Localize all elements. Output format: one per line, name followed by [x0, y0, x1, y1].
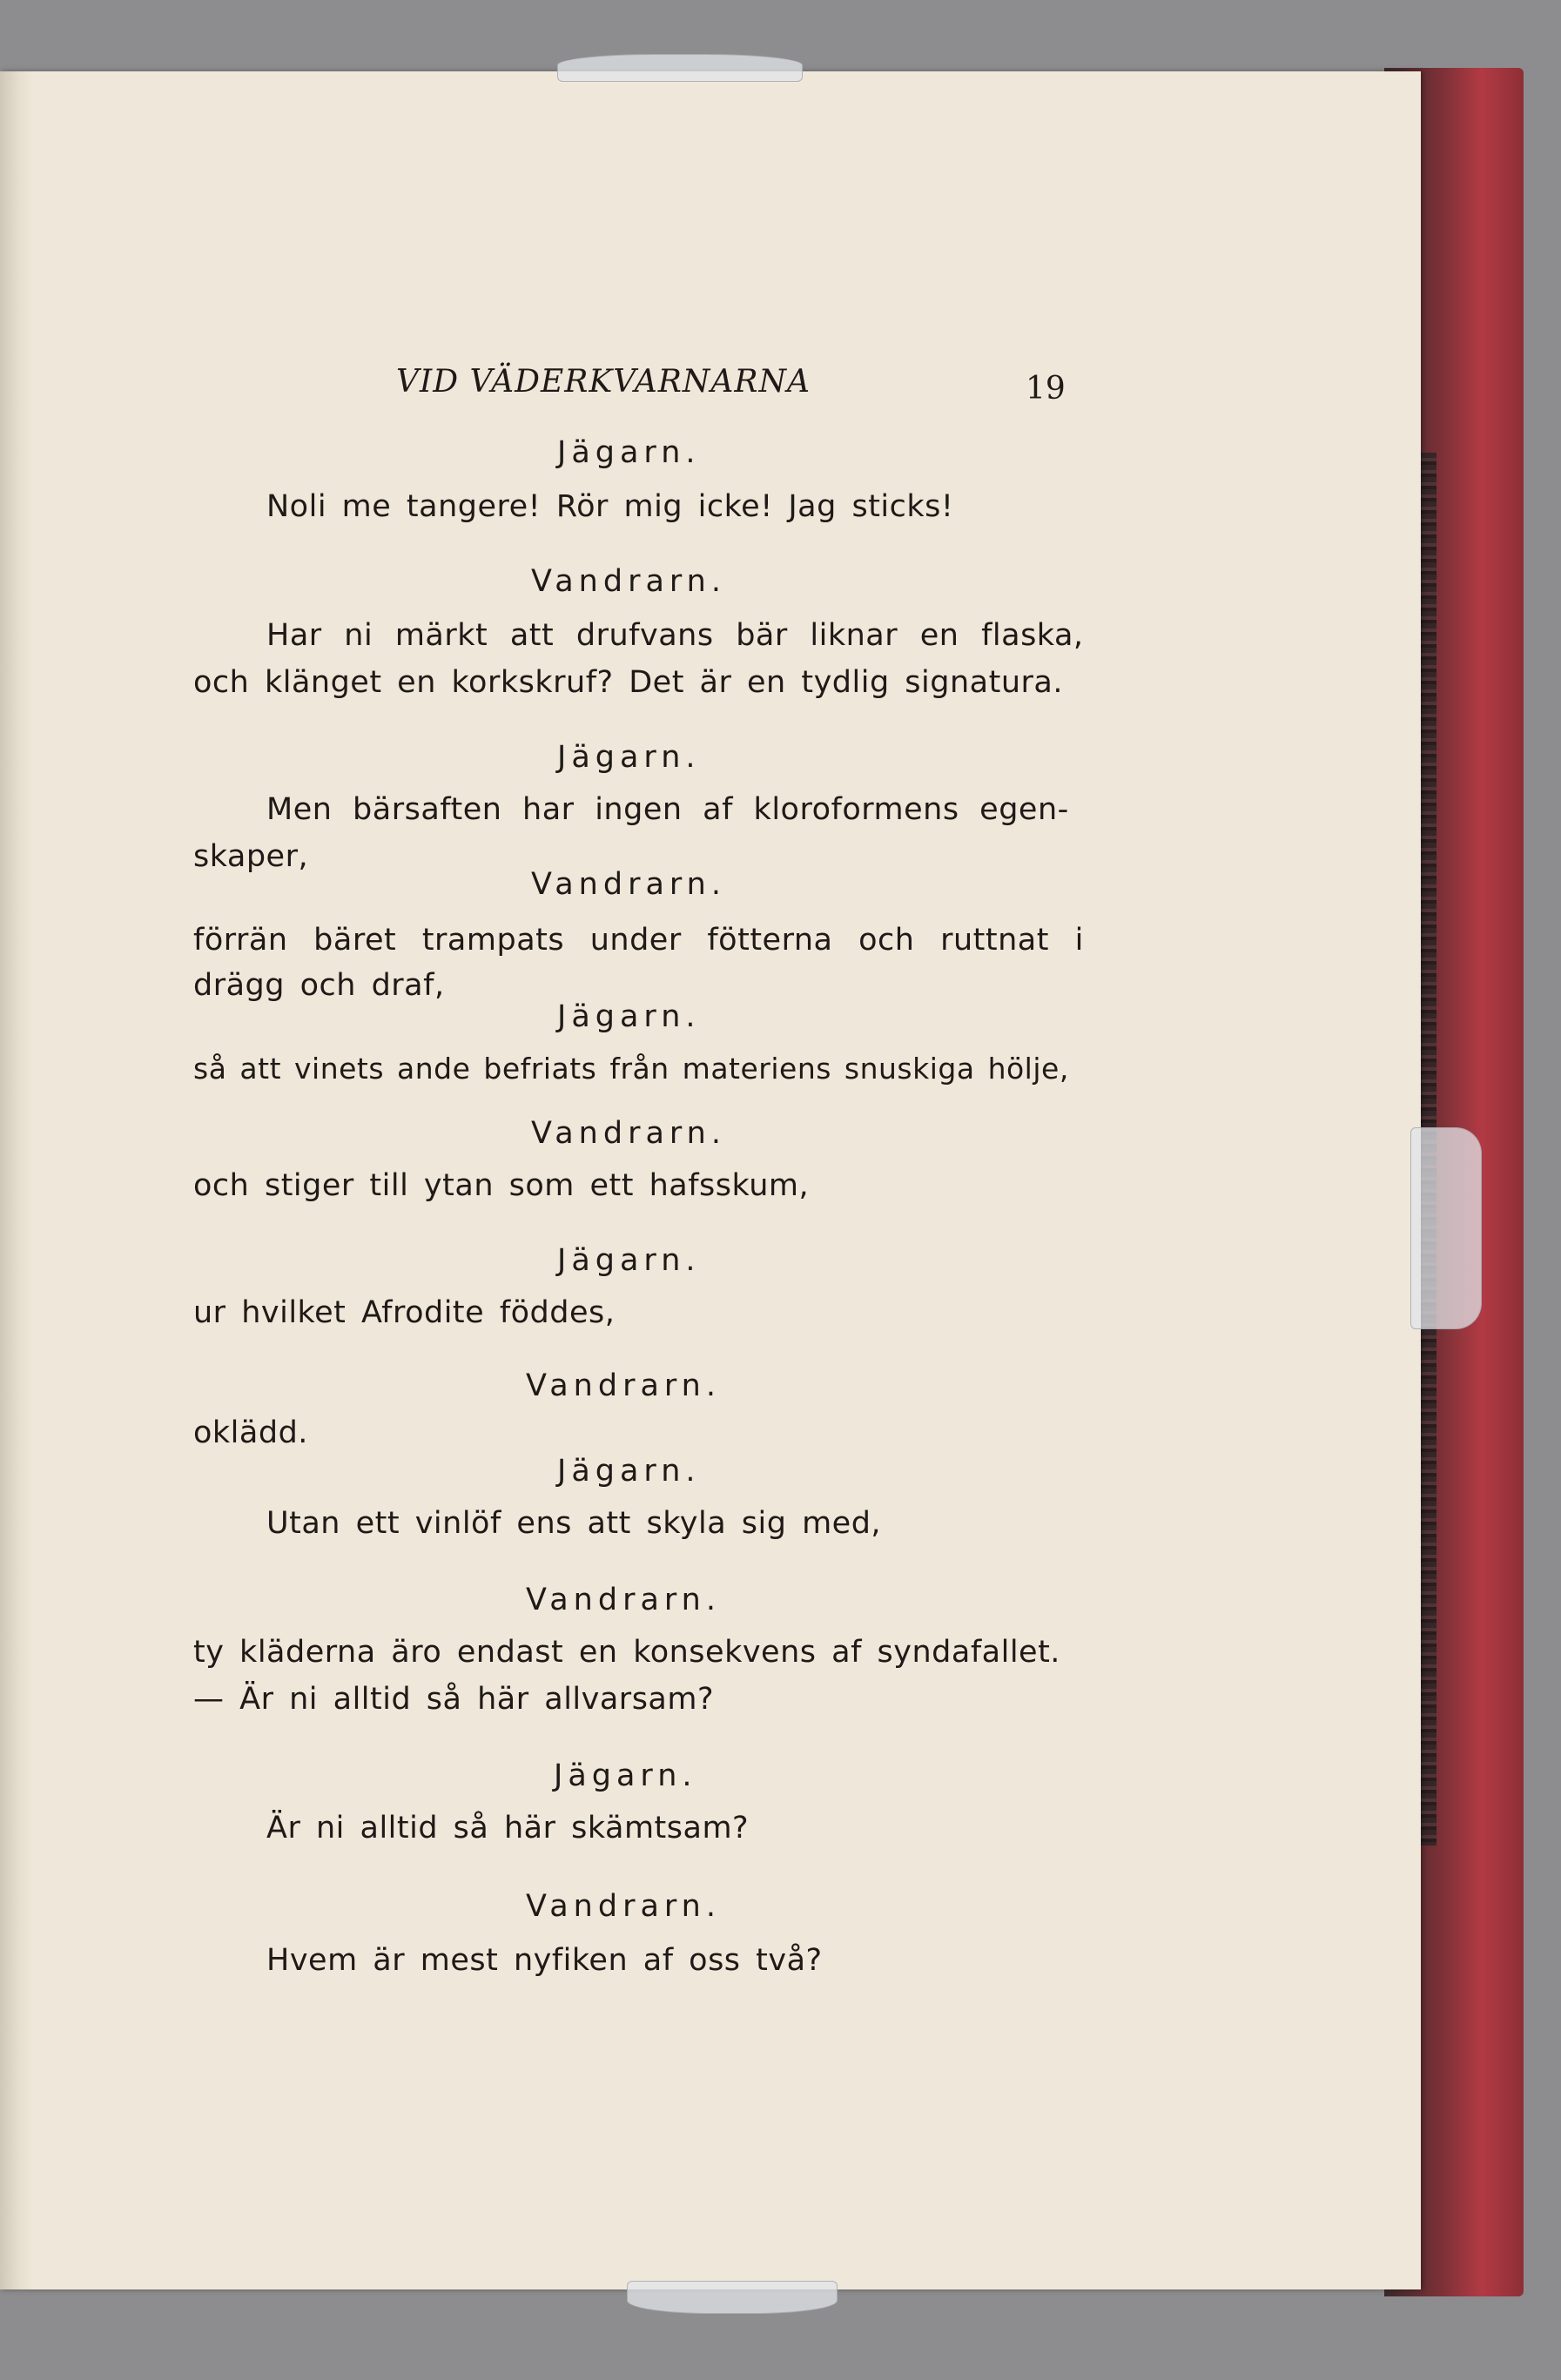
dialogue-line: drägg och draf, [193, 968, 445, 1003]
speaker-jagarn: Jägarn. [557, 1454, 701, 1489]
speaker-jagarn: Jägarn. [557, 1243, 701, 1278]
speaker-jagarn: Jägarn. [557, 740, 701, 775]
speaker-vandrarn: Vandrarn. [531, 867, 726, 902]
speaker-vandrarn: Vandrarn. [526, 1368, 721, 1403]
dialogue-line: — Är ni alltid så här allvarsam? [193, 1682, 715, 1717]
dialogue-line: skaper, [193, 839, 309, 874]
dialogue-line: Noli me tangere! Rör mig icke! Jag sticks! [266, 489, 954, 524]
dialogue-line: Hvem är mest nyfiken af oss två? [266, 1943, 823, 1978]
speaker-vandrarn: Vandrarn. [526, 1583, 721, 1617]
speaker-jagarn: Jägarn. [557, 435, 701, 470]
speaker-vandrarn: Vandrarn. [526, 1889, 721, 1924]
book-page [0, 71, 1421, 2289]
running-title: VID VÄDERKVARNARNA [396, 364, 811, 400]
dialogue-line: oklädd. [193, 1415, 308, 1450]
page-number: 19 [1026, 371, 1066, 407]
dialogue-line: ty kläderna äro endast en konsekvens af syndafallet. [193, 1635, 1060, 1670]
speaker-vandrarn: Vandrarn. [531, 1116, 726, 1151]
dialogue-line: och klänget en korkskruf? Det är en tydlig signatura. [193, 665, 1063, 700]
page-clip-top [557, 54, 803, 82]
dialogue-line: och stiger till ytan som ett hafsskum, [193, 1168, 810, 1203]
dialogue-line: Har ni märkt att drufvans bär liknar en flaska, [266, 618, 1084, 653]
dialogue-line: Men bärsaften har ingen af kloroformens egen- [266, 792, 1069, 827]
page-clip-right [1410, 1127, 1482, 1329]
dialogue-line: Utan ett vinlöf ens att skyla sig med, [266, 1506, 882, 1541]
page-gutter [0, 71, 33, 2289]
dialogue-line: så att vinets ande befriats från materiens snuskiga hölje, [193, 1052, 1069, 1086]
speaker-jagarn: Jägarn. [557, 999, 701, 1034]
dialogue-line: förrän bäret trampats under fötterna och ruttnat i [193, 923, 1084, 958]
speaker-vandrarn: Vandrarn. [531, 564, 726, 599]
speaker-jagarn: Jägarn. [554, 1758, 697, 1793]
dialogue-line: ur hvilket Afrodite föddes, [193, 1295, 616, 1330]
page-clip-bottom [627, 2281, 838, 2314]
dialogue-line: Är ni alltid så här skämtsam? [266, 1811, 750, 1846]
